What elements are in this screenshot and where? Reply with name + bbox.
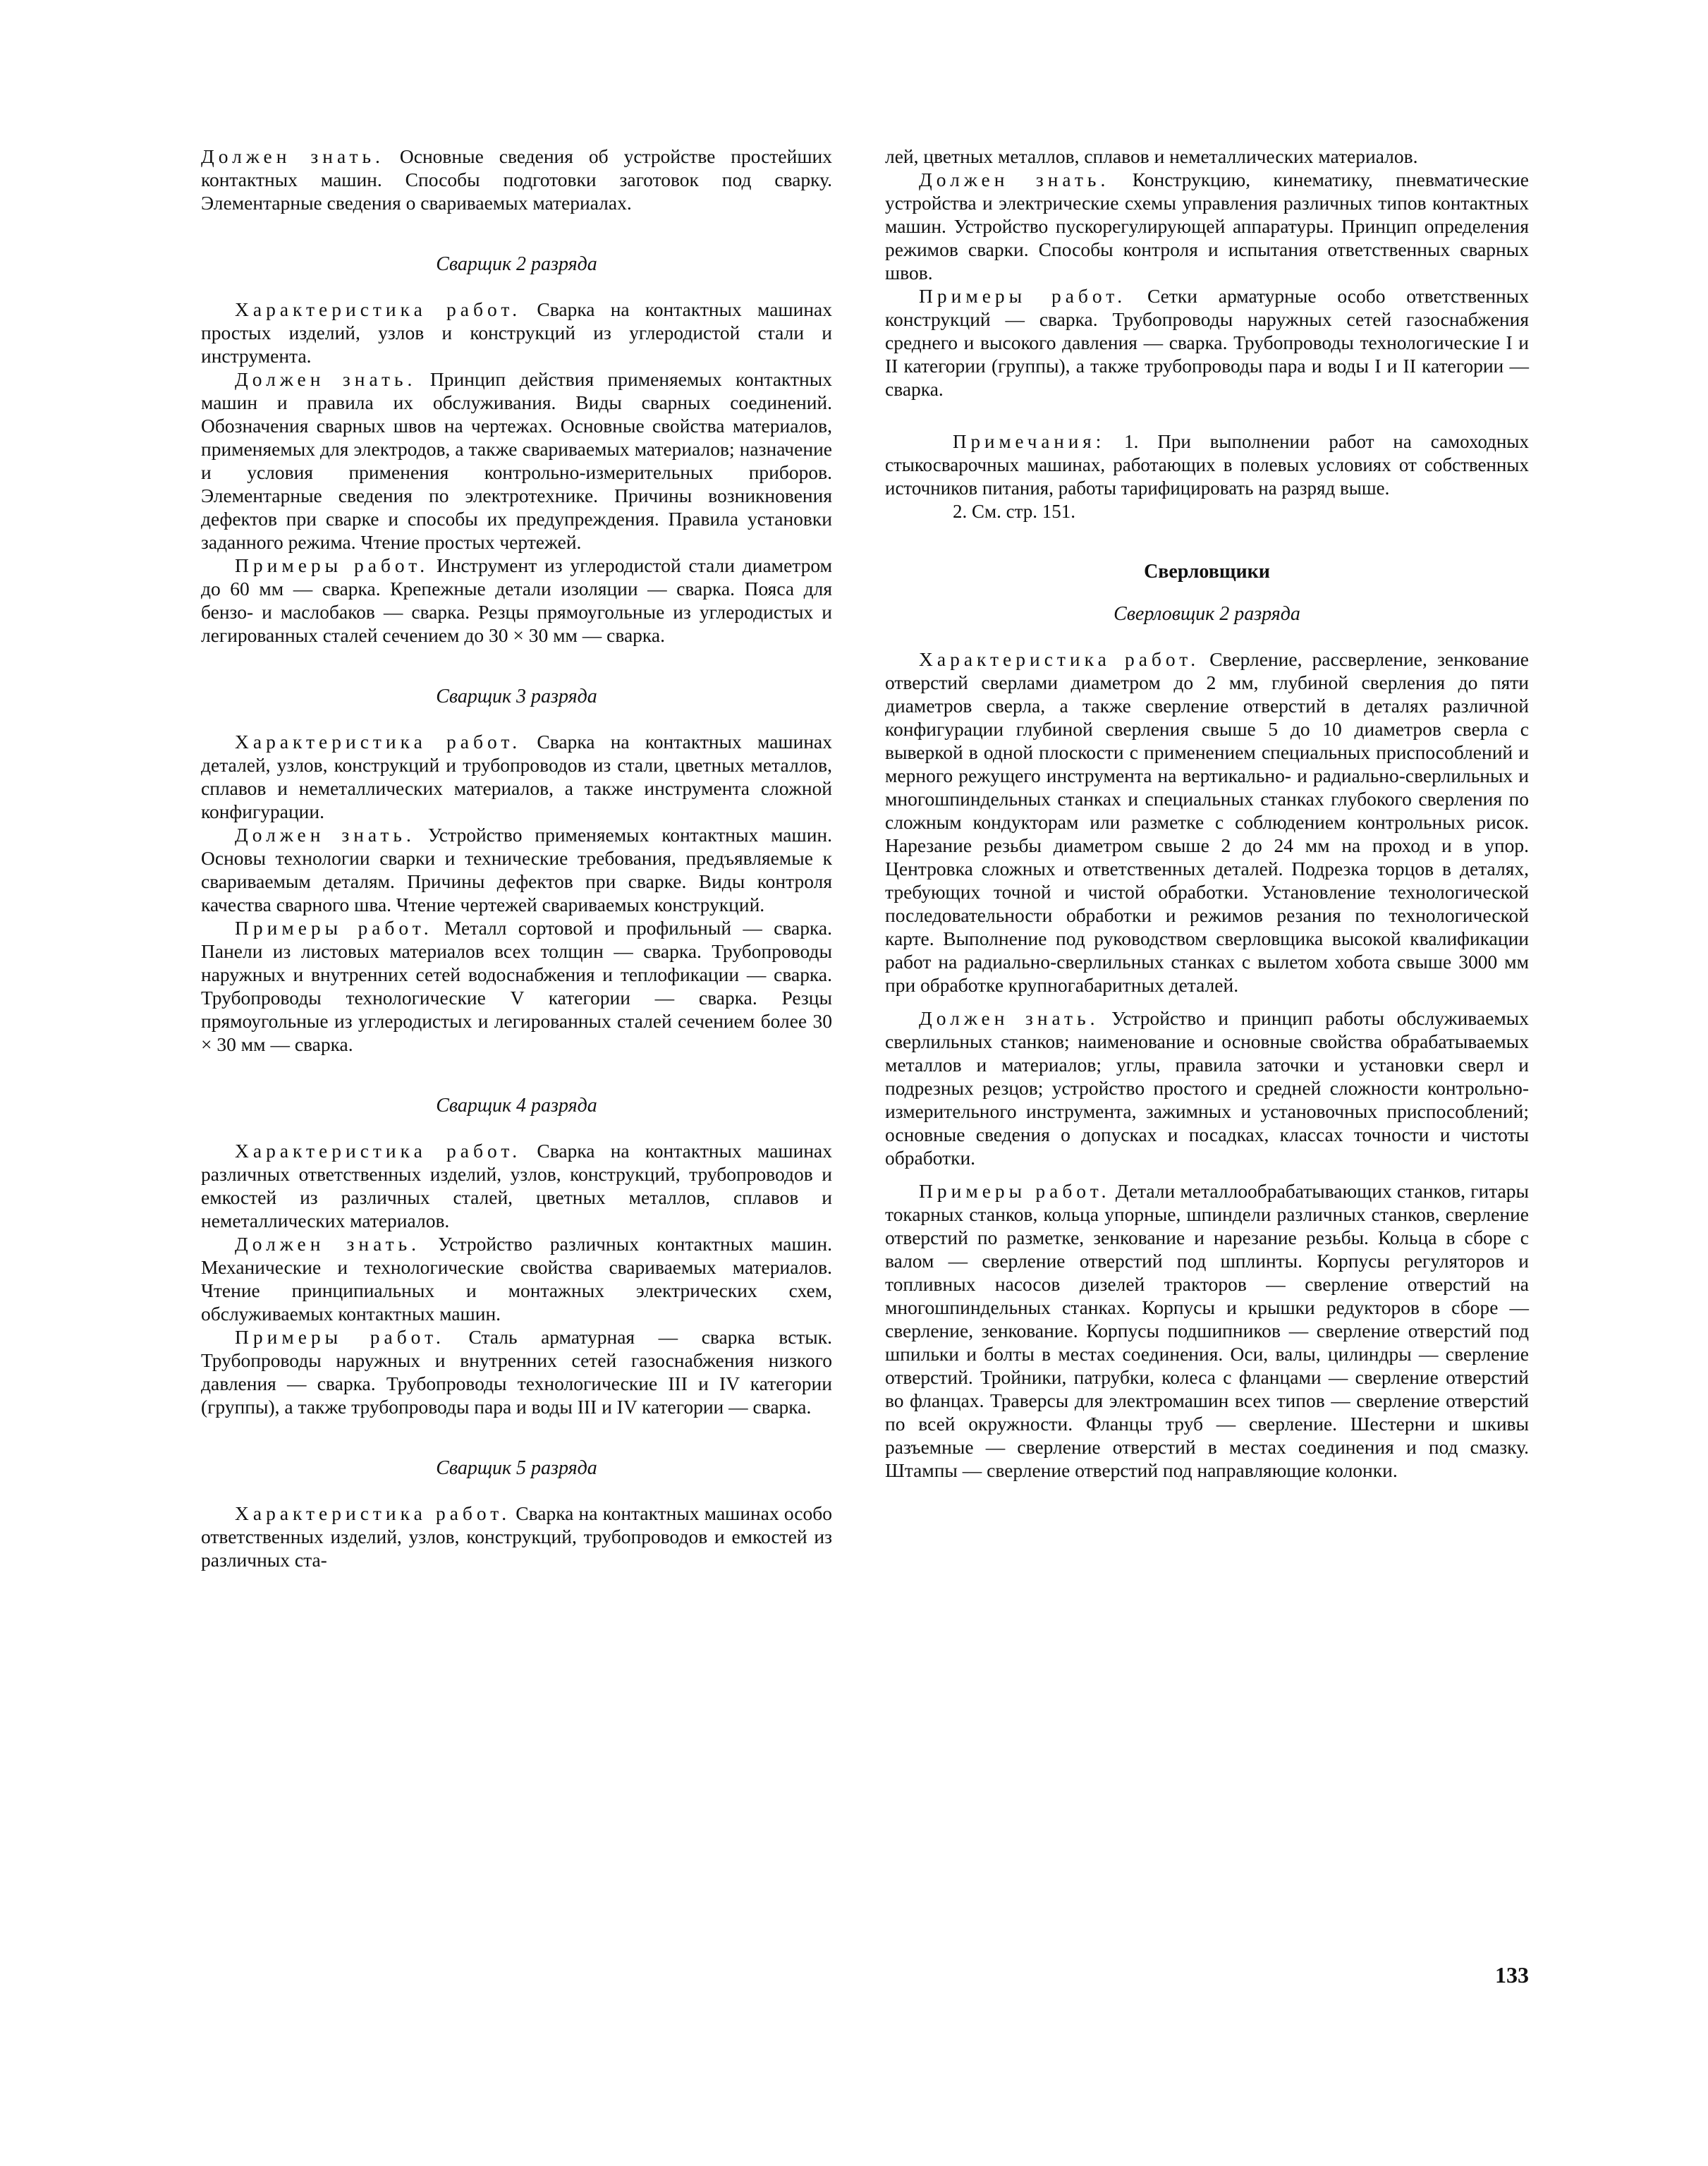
note-1-text: 1. При выполнении работ на самоходных стыкосварочных машинах, работающих в полевых условиях от собственных источников питания, работы тарифицировать на разряд выше. (885, 431, 1530, 499)
examples-label: Примеры работ. (919, 1180, 1111, 1202)
examples-paragraph (885, 1179, 1529, 1482)
know-label: Должен знать. (235, 1233, 421, 1255)
section-title-welder-3: Сварщик 3 разряда (436, 686, 597, 707)
know-paragraph (201, 1232, 832, 1325)
know-text: Конструкцию, кинематику, пневматические устройства и электрические схемы управления различных типов контактных машин. Устройство пускорегулирующей аппаратуры. Принцип определения режимов сварки. Способы контроля и испытания ответственных сварных швов. (885, 169, 1529, 284)
section-title-welder-5: Сварщик 5 разряда (436, 1457, 597, 1479)
examples-label: Примеры работ. (235, 554, 429, 576)
examples-paragraph (201, 1325, 832, 1418)
page-number: 133 (1495, 1962, 1529, 1988)
char-text: Сварка на контактных машинах простых изделий, узлов и конструкций из углеродистой стали и инструмента. (201, 298, 832, 367)
char-label: Характеристика работ. (235, 298, 522, 320)
char-paragraph (885, 647, 1529, 997)
know-label: Должен знать. (919, 1007, 1099, 1029)
examples-paragraph (201, 916, 832, 1056)
know-label: Должен знать. (919, 169, 1110, 190)
char-label: Характеристика работ. (919, 648, 1200, 670)
know-text: Основные сведения об устройстве простейших контактных машин. Способы подготовки заготовок под сварку. Элементарные сведения о свариваемых материалах. (201, 145, 832, 214)
examples-label: Примеры работ. (919, 285, 1127, 307)
char-label: Характеристика работ. (235, 1140, 522, 1162)
know-text: Устройство различных контактных машин. Механические и технологические свойства свариваемых материалов. Чтение принципиальных и монтажных электрических схем, обслуживаемых контактных машин. (201, 1233, 832, 1325)
intro-paragraph (201, 145, 832, 214)
char-paragraph (201, 1139, 832, 1232)
section-title-welder-4: Сварщик 4 разряда (436, 1095, 597, 1117)
examples-label: Примеры работ. (235, 917, 433, 939)
know-paragraph (201, 823, 832, 916)
know-text: Устройство применяемых контактных машин. Основы технологии сварки и технические требования, предъявляемые к свариваемым деталям. Причины дефектов при сварке. Виды контроля качества сварного шва. Чтение чертежей свариваемых конструкций. (201, 824, 832, 915)
know-paragraph (201, 367, 832, 554)
know-label: Должен знать. (235, 824, 415, 846)
know-label: Должен знать. (201, 145, 384, 167)
char-paragraph (201, 298, 832, 367)
notes-label: Примечания: (953, 431, 1106, 452)
examples-paragraph (201, 554, 832, 647)
right-column (885, 145, 1529, 1482)
know-label: Должен знать. (235, 368, 417, 390)
section-title-driller-2: Сверловщик 2 разряда (1114, 603, 1300, 625)
examples-text: Металл сортовой и профильный — сварка. Панели из листовых материалов всех толщин — сварка. Трубопроводы наружных и внутренних сетей водоснабжения и теплофикации — сварка. Трубопроводы технологические V категории — сварка. Резцы прямоугольные из углеродистых и легированных сталей сечением более 30 × 30 мм — сварка. (201, 917, 833, 1055)
char-label: Характеристика работ. (235, 1502, 511, 1524)
char-text: Сварка на контактных машинах различных ответственных изделий, узлов, конструкций, трубопроводов и емкостей из различных сталей, цветных металлов, сплавов и неметаллических материалов. (201, 1140, 832, 1231)
continued-paragraph: лей, цветных металлов, сплавов и неметаллических материалов. (885, 145, 1418, 167)
examples-text: Сталь арматурная — сварка встык. Трубопроводы наружных и внутренних сетей газоснабжения низкого давления — сварка. Трубопроводы технологические III и IV категории (группы), а также трубопроводы пара и воды III и IV категории — сварка. (201, 1326, 832, 1418)
examples-paragraph (885, 284, 1529, 401)
examples-text: Инструмент из углеродистой стали диаметром до 60 мм — сварка. Крепежные детали изоляции — сварка. Пояса для бензо- и маслобаков — сварка. Резцы прямоугольные из углеродистых и легированных сталей сечением до 30 × 30 мм — сварка. (201, 554, 833, 646)
char-paragraph (201, 1502, 832, 1571)
note-2: 2. См. стр. 151. (953, 501, 1075, 522)
know-text: Устройство и принцип работы обслуживаемых сверлильных станков; наименование и основные свойства обрабатываемых металлов и материалов; углы, правила заточки и установки сверл и подрезных резцов; устройство простого и средней сложности контрольно-измерительного инструмента, зажимных и установочных приспособлений; основные сведения о допусках и посадках, классах точности и чистоты обработки. (885, 1007, 1530, 1169)
examples-text: Детали металлообрабатывающих станков, гитары токарных станков, кольца упорные, шпиндели различных станков, сверление отверстий по разметке, зенкование и нарезание резьбы. Кольца в сборе с валом — сверление отверстий под шплинты. Корпусы регуляторов и топливных насосов дизелей тракторов — сверление отверстий на многошпиндельных станках. Корпусы и крышки редукторов в сборе — сверление, зенкование. Корпусы подшипников — сверление отверстий под шпильки и болты в местах соединения. Оси, валы, цилиндры — сверление отверстий. Тройники, патрубки, колеса с фланцами — сверление отверстий во фланцах. Траверсы для электромашин всех типов — сверление отверстий по всей окружности. Фланцы труб — сверление. Шестерни и шкивы разъемные — сверление отверстий в местах соединения и под смазку. Штампы — сверление отверстий под направляющие колонки. (885, 1180, 1530, 1481)
know-paragraph (885, 1006, 1529, 1169)
group-title-drillers: Сверловщики (1144, 561, 1270, 583)
char-label: Характеристика работ. (235, 731, 522, 753)
char-text: Сварка на контактных машинах деталей, узлов, конструкций и трубопроводов из стали, цветных металлов, сплавов и неметаллических материалов, а также инструмента сложной конфигурации. (201, 731, 832, 822)
note-1 (885, 430, 1529, 500)
examples-label: Примеры работ. (235, 1326, 445, 1348)
examples-text: Сетки арматурные особо ответственных конструкций — сварка. Трубопроводы наружных сетей газоснабжения среднего и высокого давления — сварка. Трубопроводы технологические I и II категории (группы), а также трубопроводы пара и воды I и II категории — сварка. (885, 285, 1529, 400)
char-text: Сварка на контактных машинах особо ответственных изделий, узлов, конструкций, трубопроводов и емкостей из различных ста- (201, 1502, 833, 1571)
char-text: Сверление, рассверление, зенкование отверстий сверлами диаметром до 2 мм, глубиной сверления до пяти диаметров сверла, а также сверление отверстий в деталях различной конфигурации глубиной сверления свыше 5 до 10 диаметров сверла с выверкой в одной плоскости с применением специальных приспособлений и мерного режущего инструмента на вертикально- и радиально-сверлильных и многошпиндельных станках и специальных станках глубокого сверления по сложным кондукторам или разметке с соблюдением контрольных рисок. Нарезание резьбы диаметром свыше 2 до 24 мм на проход и в упор. Центровка сложных и ответственных деталей. Подрезка торцов в деталях, требующих точной и чистой обработки. Установление технологической последовательности обработки и режимов резания по технологической карте. Выполнение под руководством сверловщика высокой квалификации работ на радиально-сверлильных станках с вылетом хобота свыше 3000 мм при обработке крупногабаритных деталей. (885, 648, 1529, 996)
know-paragraph (885, 168, 1529, 284)
notes-block (885, 430, 1529, 523)
know-text: Принцип действия применяемых контактных машин и правила их обслуживания. Виды сварных соединений. Обозначения сварных швов на чертежах. Основные свойства материалов, применяемых для электродов, а также свариваемых материалов; назначение и условия применения контрольно-измерительных приборов. Элементарные сведения по электротехнике. Причины возникновения дефектов при сварке и способы их предупреждения. Правила установки заданного режима. Чтение простых чертежей. (201, 368, 832, 553)
section-title-welder-2: Сварщик 2 разряда (436, 253, 597, 275)
left-column (201, 145, 832, 1571)
char-paragraph (201, 730, 832, 823)
